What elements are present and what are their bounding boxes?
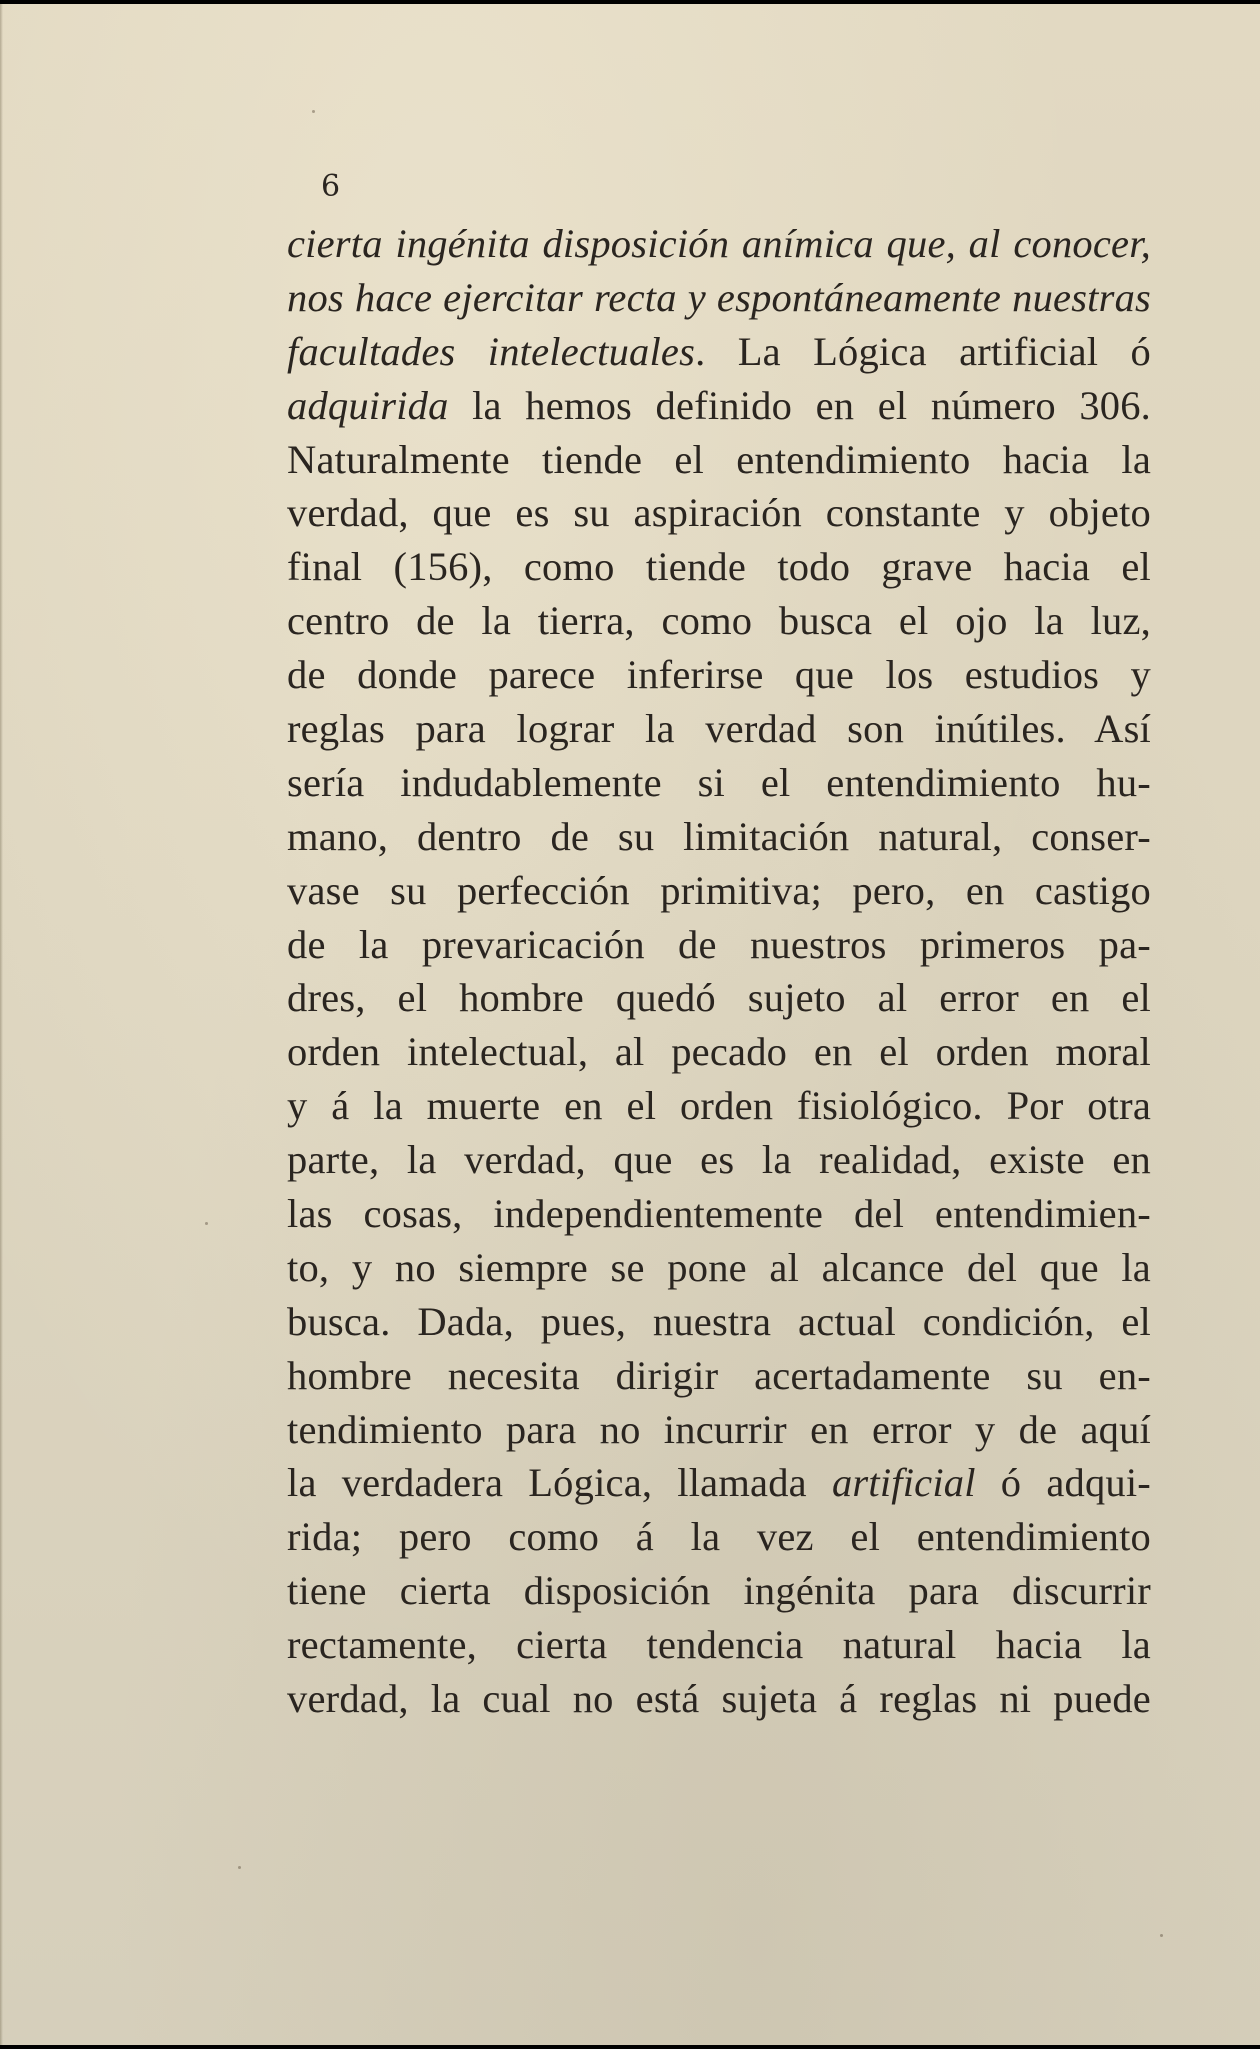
text-line (287, 971, 1151, 1025)
body-text (287, 217, 1151, 1726)
text-segment: hombre necesita dirigir acertadamente su en- (287, 1352, 1151, 1398)
text-segment: reglas para lograr la verdad son inútiles. Así (287, 706, 1151, 752)
paper-speck (1160, 1934, 1163, 1937)
page-number: 6 (321, 169, 341, 204)
text-line (287, 1079, 1151, 1133)
text-segment: mano, dentro de su limitación natural, conser- (287, 813, 1151, 859)
text-line (287, 1456, 1151, 1510)
italic-text: nos hace ejercitar recta y espontáneamente nuestras (287, 274, 1151, 320)
text-segment: las cosas, independientemente del entendimien- (287, 1191, 1151, 1237)
text-line (287, 918, 1151, 972)
text-segment: sería indudablemente si el entendimiento hu- (287, 759, 1151, 805)
text-segment: verdad, que es su aspiración constante y objeto (287, 490, 1151, 536)
text-line (287, 594, 1151, 648)
text-line (287, 433, 1151, 487)
text-line (287, 648, 1151, 702)
text-segment: de la prevaricación de nuestros primeros pa- (287, 921, 1151, 967)
text-line (287, 1564, 1151, 1618)
text-line (287, 1349, 1151, 1403)
text-segment: tendimiento para no incurrir en error y de aquí (287, 1406, 1151, 1452)
text-segment: la hemos definido en el número 306. (448, 382, 1151, 428)
paper-speck (238, 1866, 241, 1869)
text-segment: rida; pero como á la vez el entendimiento (287, 1514, 1151, 1560)
text-line (287, 1295, 1151, 1349)
text-line (287, 864, 1151, 918)
text-line (287, 1187, 1151, 1241)
italic-text: cierta ingénita disposición anímica que, al conocer, (287, 221, 1151, 266)
text-line (287, 540, 1151, 594)
text-line (287, 1618, 1151, 1672)
italic-text: facultades intelectuales (287, 328, 696, 374)
text-segment: parte, la verdad, que es la realidad, existe en (287, 1137, 1151, 1183)
text-line (287, 1133, 1151, 1187)
book-page (0, 4, 1260, 2045)
text-line (287, 756, 1151, 810)
text-segment: de donde parece inferirse que los estudios y (287, 652, 1151, 698)
italic-text: adquirida (287, 382, 449, 428)
text-line (287, 486, 1151, 540)
text-segment: Naturalmente tiende el entendimiento hacia la (287, 436, 1151, 482)
paper-speck (312, 110, 315, 113)
text-segment: la verdadera Lógica, llamada (287, 1460, 832, 1506)
text-segment: final (156), como tiende todo grave hacia el (287, 544, 1151, 590)
text-segment: tiene cierta disposición ingénita para discurrir (287, 1568, 1151, 1614)
text-segment: busca. Dada, pues, nuestra actual condición, el (287, 1298, 1151, 1344)
text-line (287, 379, 1151, 433)
text-segment: dres, el hombre quedó sujeto al error en el (287, 975, 1151, 1021)
text-line (287, 325, 1151, 379)
text-line (287, 1672, 1151, 1726)
text-segment: to, y no siempre se pone al alcance del que la (287, 1244, 1151, 1290)
paper-speck (205, 1222, 208, 1225)
text-segment: ó adqui- (975, 1460, 1151, 1506)
text-line (287, 702, 1151, 756)
text-line (287, 271, 1151, 325)
italic-text: artificial (831, 1460, 976, 1506)
text-segment: vase su perfección primitiva; pero, en castigo (287, 867, 1151, 913)
text-segment: y á la muerte en el orden fisiológico. Por otra (287, 1083, 1151, 1129)
text-line (287, 810, 1151, 864)
page-edge-shadow (0, 4, 3, 2045)
text-line (287, 217, 1151, 271)
text-segment: centro de la tierra, como busca el ojo la luz, (287, 598, 1151, 644)
text-segment: . La Lógica artificial ó (695, 328, 1151, 374)
text-segment: rectamente, cierta tendencia natural hacia la (287, 1622, 1151, 1668)
text-line (287, 1241, 1151, 1295)
text-line (287, 1025, 1151, 1079)
text-line (287, 1510, 1151, 1564)
text-segment: orden intelectual, al pecado en el orden moral (287, 1029, 1151, 1075)
text-line (287, 1403, 1151, 1457)
text-segment: verdad, la cual no está sujeta á reglas ni puede (287, 1676, 1151, 1722)
